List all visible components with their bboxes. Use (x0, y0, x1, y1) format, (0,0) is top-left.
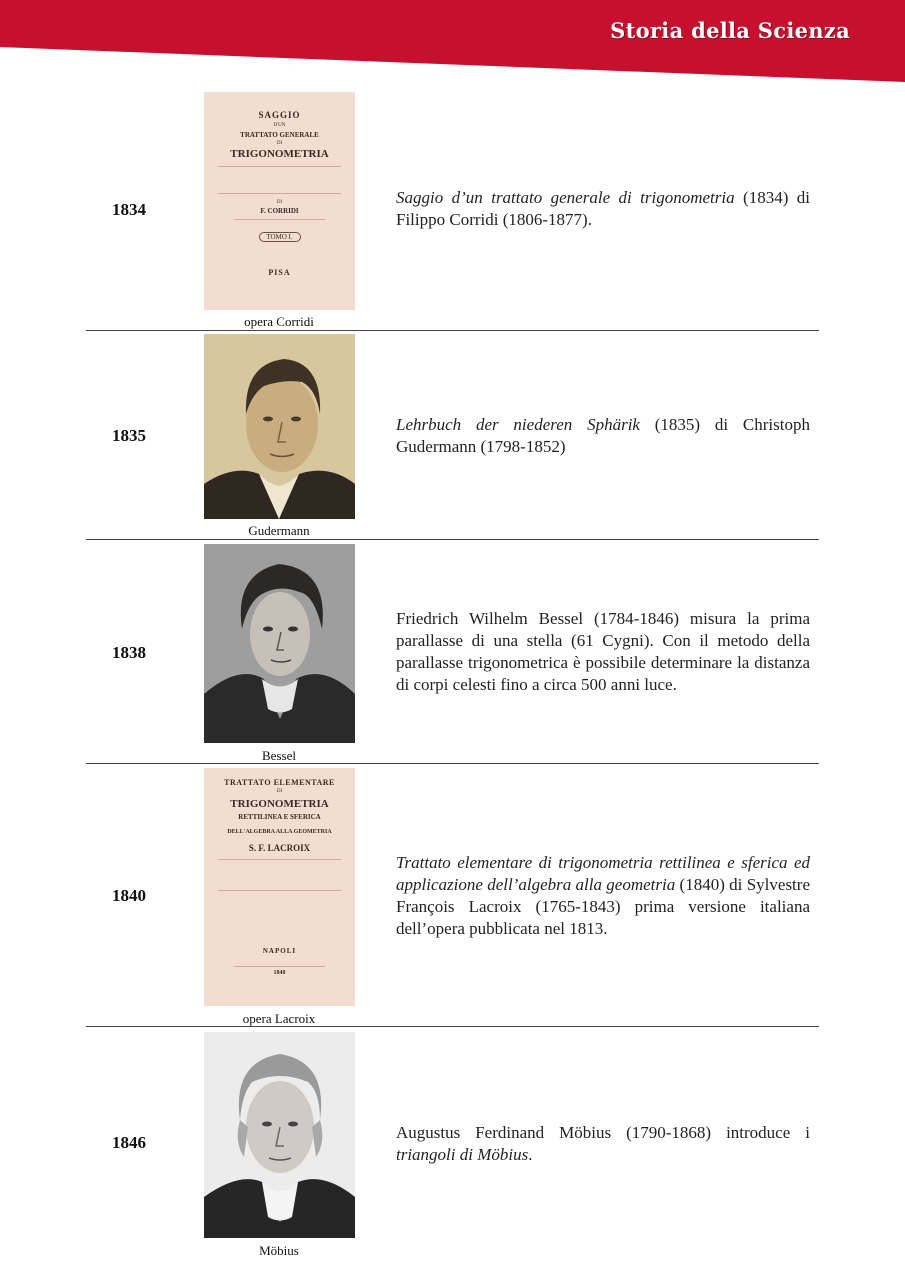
book-cover-icon (204, 768, 355, 1006)
cover-fine-print (218, 166, 341, 194)
timeline-entry-1846 (86, 1027, 819, 1267)
entry-description (396, 852, 810, 940)
cover-line: D'UN (273, 123, 286, 128)
cover-line: TRIGONOMETRIA (230, 148, 329, 160)
cover-line: DI (276, 141, 283, 146)
description-text: (1835) di Christoph Gudermann (1798-1852) (396, 415, 810, 456)
work-title: Trattato elementare di trigonometria rettilinea e sferica ed applicazione dell’algebra alla geometria (396, 853, 810, 894)
description-text: Augustus Ferdinand Möbius (1790-1868) introduce i (396, 1123, 810, 1142)
figure-caption: Bessel (262, 748, 296, 763)
work-title: Saggio d’un trattato generale di trigonometria (396, 188, 735, 207)
entry-description (396, 1122, 810, 1166)
figure-caption: opera Lacroix (242, 1011, 316, 1026)
cover-line: TRIGONOMETRIA (230, 798, 329, 810)
cover-line: DI (276, 200, 283, 205)
cover-fine-print (234, 958, 325, 967)
figure-caption: Möbius (259, 1243, 299, 1258)
cover-line: TRATTATO GENERALE (240, 131, 319, 139)
description-text: (1840) di Sylvestre François Lacroix (1765-1843) prima versione italiana dell’opera pubblicata nel 1813. (396, 875, 810, 938)
timeline-entry-1838 (86, 540, 819, 763)
timeline-entry-1835 (86, 331, 819, 539)
entry-year: 1835 (112, 426, 146, 445)
figure-caption: opera Corridi (244, 314, 314, 329)
entry-year: 1840 (112, 886, 146, 905)
work-title: triangoli di Möbius (396, 1145, 529, 1164)
cover-line: PISA (268, 268, 291, 277)
book-cover-icon (204, 92, 355, 310)
cover-fine-print (218, 859, 341, 891)
cover-line: 1840 (273, 970, 286, 976)
section-title: Storia della Scienza (610, 18, 850, 43)
cover-line: TRATTATO ELEMENTARE (224, 778, 335, 787)
entry-description (396, 187, 810, 231)
entry-description: Friedrich Wilhelm Bessel (1784-1846) misura la prima parallasse di una stella (61 Cygni). Con il metodo della parallasse trigonometrica è possibile determinare la distanza di corpi celesti fino a circa 500 anni luce. (396, 609, 810, 694)
cover-line: TOMO I. (259, 232, 301, 242)
header-banner (0, 0, 905, 90)
cover-line: F. CORRIDI (260, 207, 299, 215)
cover-line: SAGGIO (258, 110, 301, 120)
portrait-icon (204, 544, 355, 743)
figure-caption: Gudermann (248, 523, 310, 538)
entry-year: 1846 (112, 1133, 146, 1152)
portrait-icon (204, 334, 355, 519)
entry-description (396, 414, 810, 458)
entry-year: 1838 (112, 643, 146, 662)
cover-line: DI (276, 789, 283, 794)
cover-line: RETTILINEA E SFERICA (238, 813, 321, 821)
timeline-entry-1840 (86, 764, 819, 1026)
work-title: Lehrbuch der niederen Sphärik (396, 415, 640, 434)
description-text: (1834) di Filippo Corridi (1806-1877). (396, 188, 811, 229)
timeline-entry-1834 (86, 90, 819, 330)
cover-line: NAPOLI (262, 947, 297, 955)
description-end: . (528, 1145, 533, 1164)
entry-year: 1834 (112, 200, 146, 219)
cover-line: DELL'ALGEBRA ALLA GEOMETRIA (227, 829, 332, 835)
cover-line: S. F. LACROIX (248, 843, 311, 853)
cover-fine-print (234, 219, 325, 228)
portrait-icon (204, 1032, 355, 1238)
